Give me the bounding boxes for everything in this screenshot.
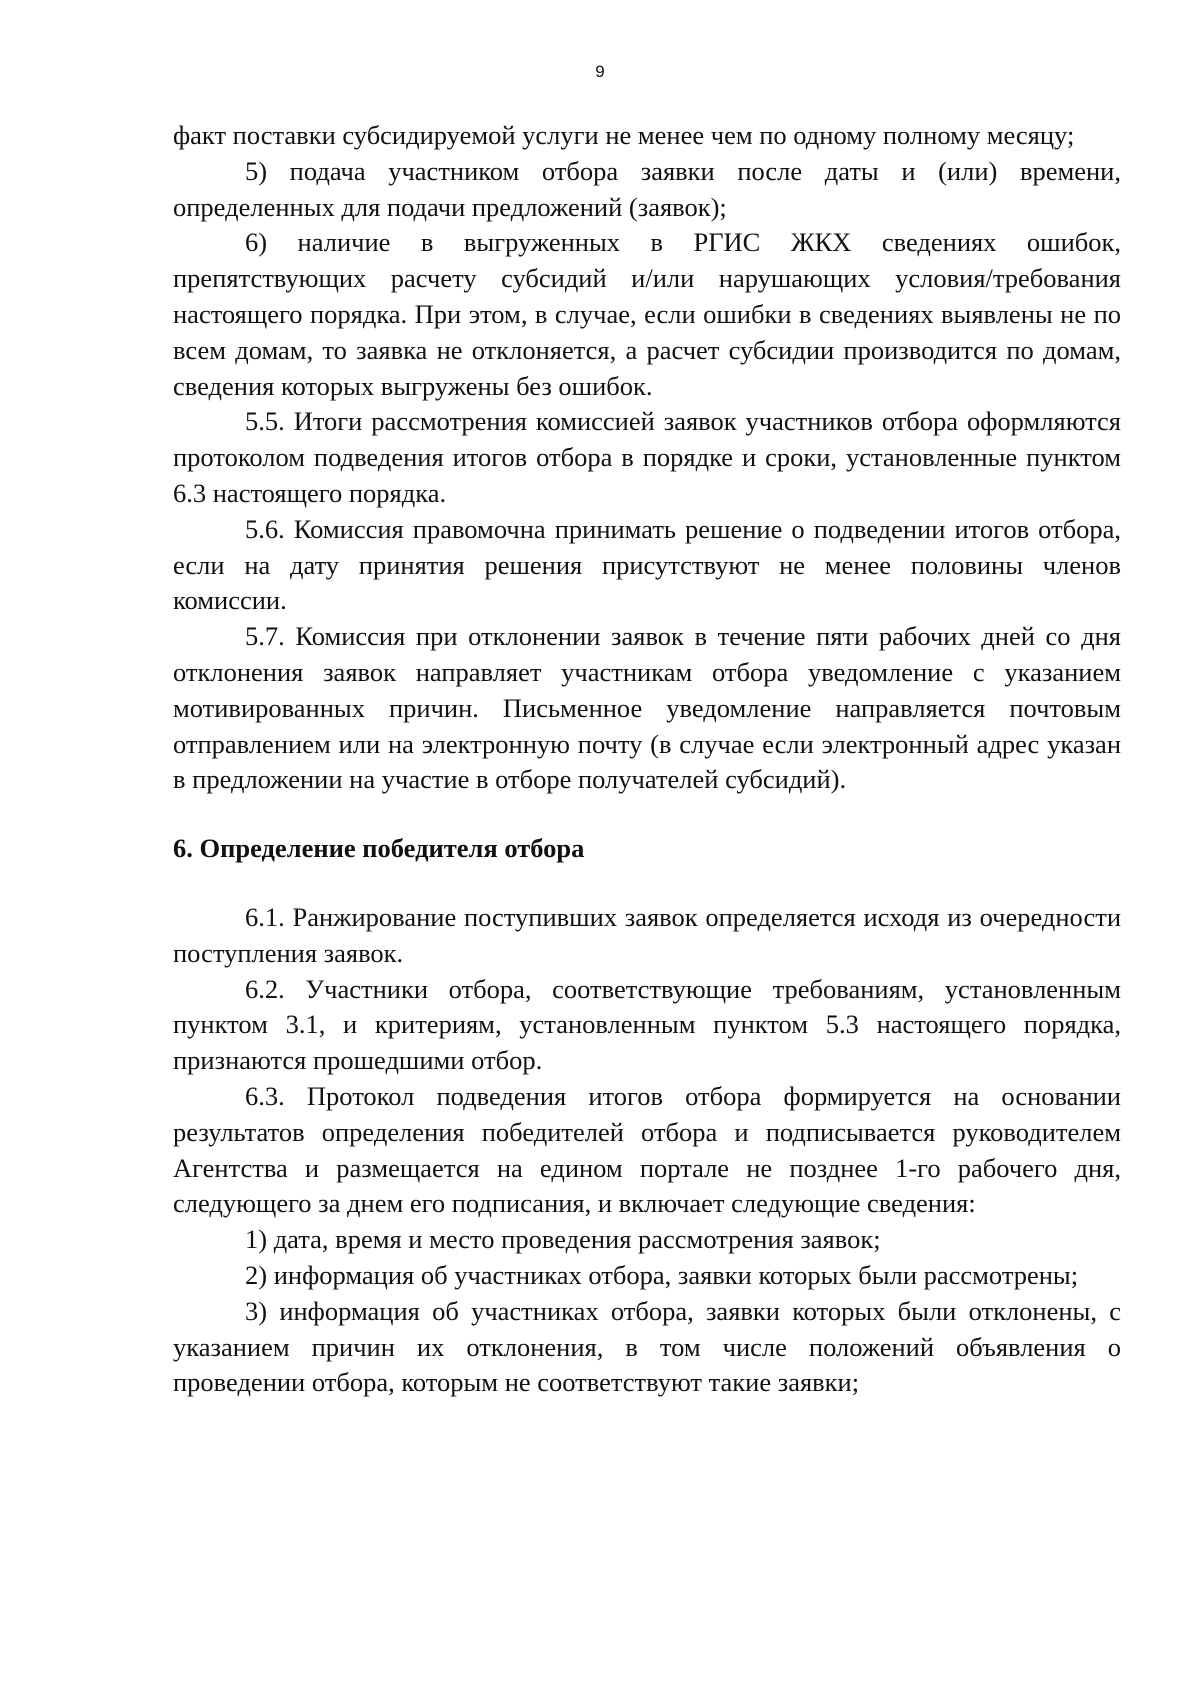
paragraph: 6.2. Участники отбора, соответствующие требованиям, установленным пунктом 3.1, и критериям, установленным пунктом 5.3 настоящего порядка, признаются прошедшими отбор. [173, 973, 1121, 1076]
paragraph: факт поставки субсидируемой услуги не менее чем по одному полному месяцу; [173, 120, 1075, 150]
section-heading: 6. Определение победителя отбора [173, 833, 585, 864]
paragraph: 5.7. Комиссия при отклонении заявок в течение пяти рабочих дней со дня отклонения заявок направляет участникам отбора уведомление с указанием мотивированных причин. Письменное уведомление направляется почтовым отправлением или на электронную почту (в случае если электронный адрес указан в предложении на участие в отборе получателей субсидий). [173, 621, 1121, 795]
paragraph: 5.5. Итоги рассмотрения комиссией заявок участников отбора оформляются протоколом подведения итогов отбора в порядке и сроки, установленные пунктом 6.3 настоящего порядка. [173, 406, 1121, 508]
paragraph: 2) информация об участниках отбора, заявки которых были рассмотрены; [245, 1259, 1079, 1290]
paragraph: 1) дата, время и место проведения рассмотрения заявок; [245, 1224, 881, 1255]
paragraph: 6.3. Протокол подведения итогов отбора формируется на основании результатов определения победителей отбора и подписывается руководителем Агентства и размещается на едином портале не позднее 1-го рабочего дня, следующего за днем его подписания, и включает следующие сведения: [173, 1080, 1121, 1219]
paragraph: 3) информация об участниках отбора, заявки которых были отклонены, с указанием причин их отклонения, в том числе положений объявления о проведении отбора, которым не соответствуют такие заявки; [173, 1295, 1121, 1398]
paragraph: 5.6. Комиссия правомочна принимать решение о подведении итогов отбора, если на дату принятия решения присутствуют не менее половины членов комиссии. [173, 513, 1121, 616]
document-body [173, 118, 1121, 1401]
paragraph: 5) подача участником отбора заявки после даты и (или) времени, определенных для подачи предложений (заявок); [173, 155, 1121, 222]
page-number: 9 [595, 62, 605, 81]
paragraph: 6) наличие в выгруженных в РГИС ЖКХ сведениях ошибок, препятствующих расчету субсидий и/или нарушающих условия/требования настоящего порядка. При этом, в случае, если ошибки в сведениях выявлены не по всем домам, то заявка не отклоняется, а расчет субсидии производится по домам, сведения которых выгружены без ошибок. [173, 227, 1121, 401]
paragraph: 6.1. Ранжирование поступивших заявок определяется исходя из очередности поступления заявок. [173, 901, 1121, 968]
